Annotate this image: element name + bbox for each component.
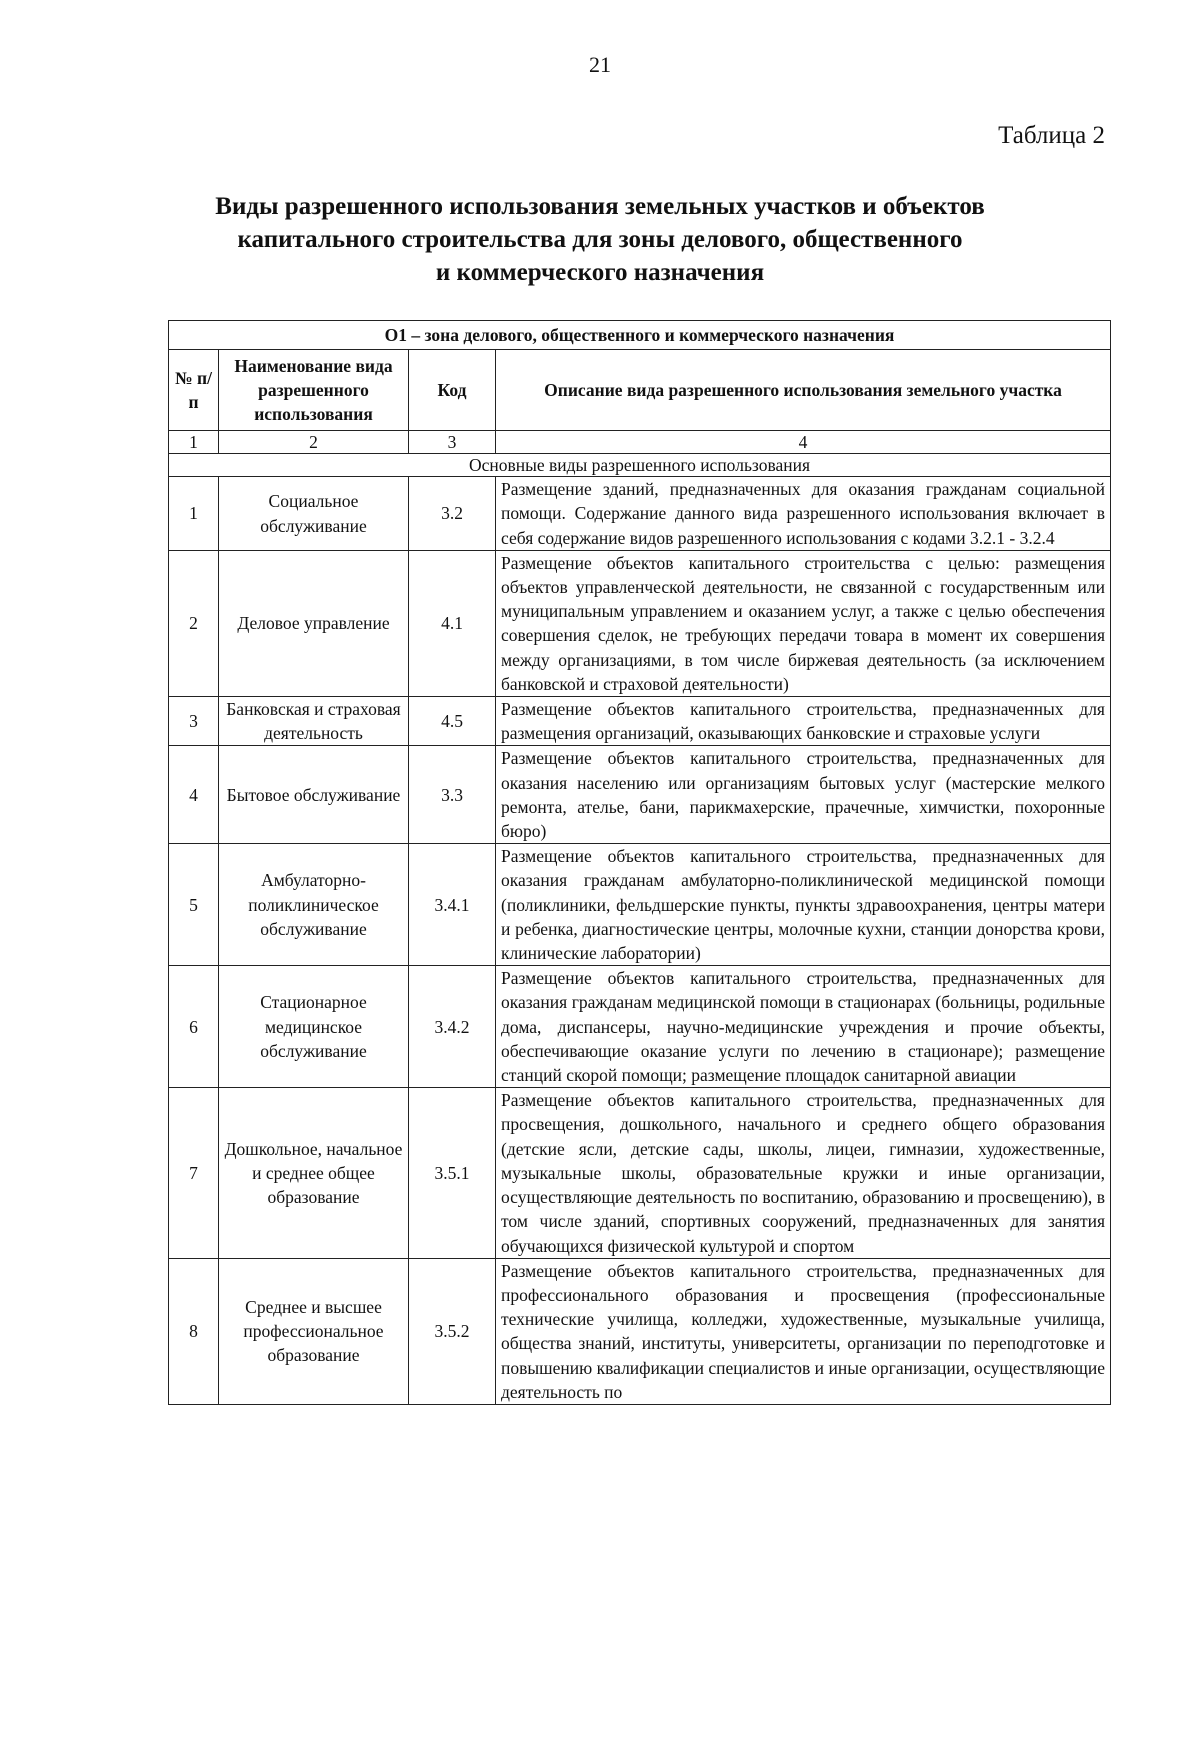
row-name: Бытовое обслуживание (219, 746, 409, 844)
table-label: Таблица 2 (998, 122, 1105, 149)
row-description: Размещение объектов капитального строительства, предназначенных для просвещения, дошкольного, начального и среднего общего образования (детские ясли, детские сады, школы, лицеи, гимназии, художественные, музыкальные школы, образовательные кружки и иные организации, осуществляющие деятельность по воспитанию, образованию и просвещению), в том числе зданий, спортивных сооружений, предназначенных для занятия обучающихся физической культурой и спортом (496, 1088, 1111, 1258)
table-row (169, 1088, 1111, 1258)
row-code: 3.3 (409, 746, 496, 844)
section-title: Основные виды разрешенного использования (169, 454, 1111, 477)
row-number: 8 (169, 1258, 219, 1404)
header-description: Описание вида разрешенного использования земельного участка (496, 350, 1111, 431)
table-body (169, 477, 1111, 1405)
row-name: Стационарное медицинское обслуживание (219, 966, 409, 1088)
row-code: 3.2 (409, 477, 496, 551)
table-row (169, 1258, 1111, 1404)
header-row (169, 350, 1111, 431)
title-line: и коммерческого назначения (435, 259, 765, 286)
row-code: 4.5 (409, 697, 496, 746)
row-number: 7 (169, 1088, 219, 1258)
row-name: Амбулаторно-поликлиническое обслуживание (219, 844, 409, 966)
header-num: № п/п (169, 350, 219, 431)
table-row (169, 697, 1111, 746)
table-row (169, 844, 1111, 966)
row-description: Размещение зданий, предназначенных для оказания гражданам социальной помощи. Содержание данного вида разрешенного использования включает в себя содержание видов разрешенного использования с кодами 3.2.1 - 3.2.4 (496, 477, 1111, 551)
column-number: 4 (496, 431, 1111, 454)
row-number: 5 (169, 844, 219, 966)
row-number: 6 (169, 966, 219, 1088)
table-row (169, 746, 1111, 844)
page-number: 21 (589, 52, 611, 77)
row-name: Дошкольное, начальное и среднее общее образование (219, 1088, 409, 1258)
row-description: Размещение объектов капитального строительства, предназначенных для оказания гражданам амбулаторно-поликлинической медицинской помощи (поликлиники, фельдшерские пункты, пункты здравоохранения, центры матери и ребенка, диагностические центры, молочные кухни, станции донорства крови, клинические лаборатории) (496, 844, 1111, 966)
row-code: 3.5.2 (409, 1258, 496, 1404)
table-row (169, 550, 1111, 696)
row-number: 2 (169, 550, 219, 696)
document-title (120, 190, 1080, 289)
section-row (169, 454, 1111, 477)
row-code: 3.4.2 (409, 966, 496, 1088)
column-number: 3 (409, 431, 496, 454)
row-code: 3.5.1 (409, 1088, 496, 1258)
column-number-row (169, 431, 1111, 454)
land-use-table (168, 320, 1111, 1405)
column-number: 2 (219, 431, 409, 454)
row-description: Размещение объектов капитального строительства, предназначенных для оказания гражданам медицинской помощи в стационарах (больницы, родильные дома, диспансеры, научно-медицинские учреждения и прочие объекты, обеспечивающие оказание услуги по лечению в стационаре); размещение станций скорой помощи; размещение площадок санитарной авиации (496, 966, 1111, 1088)
header-code: Код (409, 350, 496, 431)
row-number: 1 (169, 477, 219, 551)
row-number: 4 (169, 746, 219, 844)
table-row (169, 477, 1111, 551)
row-number: 3 (169, 697, 219, 746)
header-name: Наименование вида разрешенного использования (219, 350, 409, 431)
row-name: Среднее и высшее профессиональное образование (219, 1258, 409, 1404)
title-line: капитального строительства для зоны делового, общественного (237, 226, 963, 253)
row-description: Размещение объектов капитального строительства с целью: размещения объектов управленческой деятельности, не связанной с государственным или муниципальным управлением и оказанием услуг, а также с целью обеспечения совершения сделок, не требующих передачи товара в момент их совершения между организациями, в том числе биржевая деятельность (за исключением банковской и страховой деятельности) (496, 550, 1111, 696)
zone-title-row (169, 321, 1111, 350)
row-name: Деловое управление (219, 550, 409, 696)
zone-title: О1 – зона делового, общественного и коммерческого назначения (169, 321, 1111, 350)
title-line: Виды разрешенного использования земельных участков и объектов (215, 193, 985, 220)
row-name: Социальное обслуживание (219, 477, 409, 551)
row-code: 3.4.1 (409, 844, 496, 966)
row-name: Банковская и страховая деятельность (219, 697, 409, 746)
row-description: Размещение объектов капитального строительства, предназначенных для размещения организаций, оказывающих банковские и страховые услуги (496, 697, 1111, 746)
row-code: 4.1 (409, 550, 496, 696)
row-description: Размещение объектов капитального строительства, предназначенных для оказания населению или организациям бытовых услуг (мастерские мелкого ремонта, ателье, бани, парикмахерские, прачечные, химчистки, похоронные бюро) (496, 746, 1111, 844)
column-number: 1 (169, 431, 219, 454)
table-row (169, 966, 1111, 1088)
row-description: Размещение объектов капитального строительства, предназначенных для профессионального образования и просвещения (профессиональные технические училища, колледжи, художественные, музыкальные училища, общества знаний, институты, университеты, организации по переподготовке и повышению квалификации специалистов и иные организации, осуществляющие деятельность по (496, 1258, 1111, 1404)
